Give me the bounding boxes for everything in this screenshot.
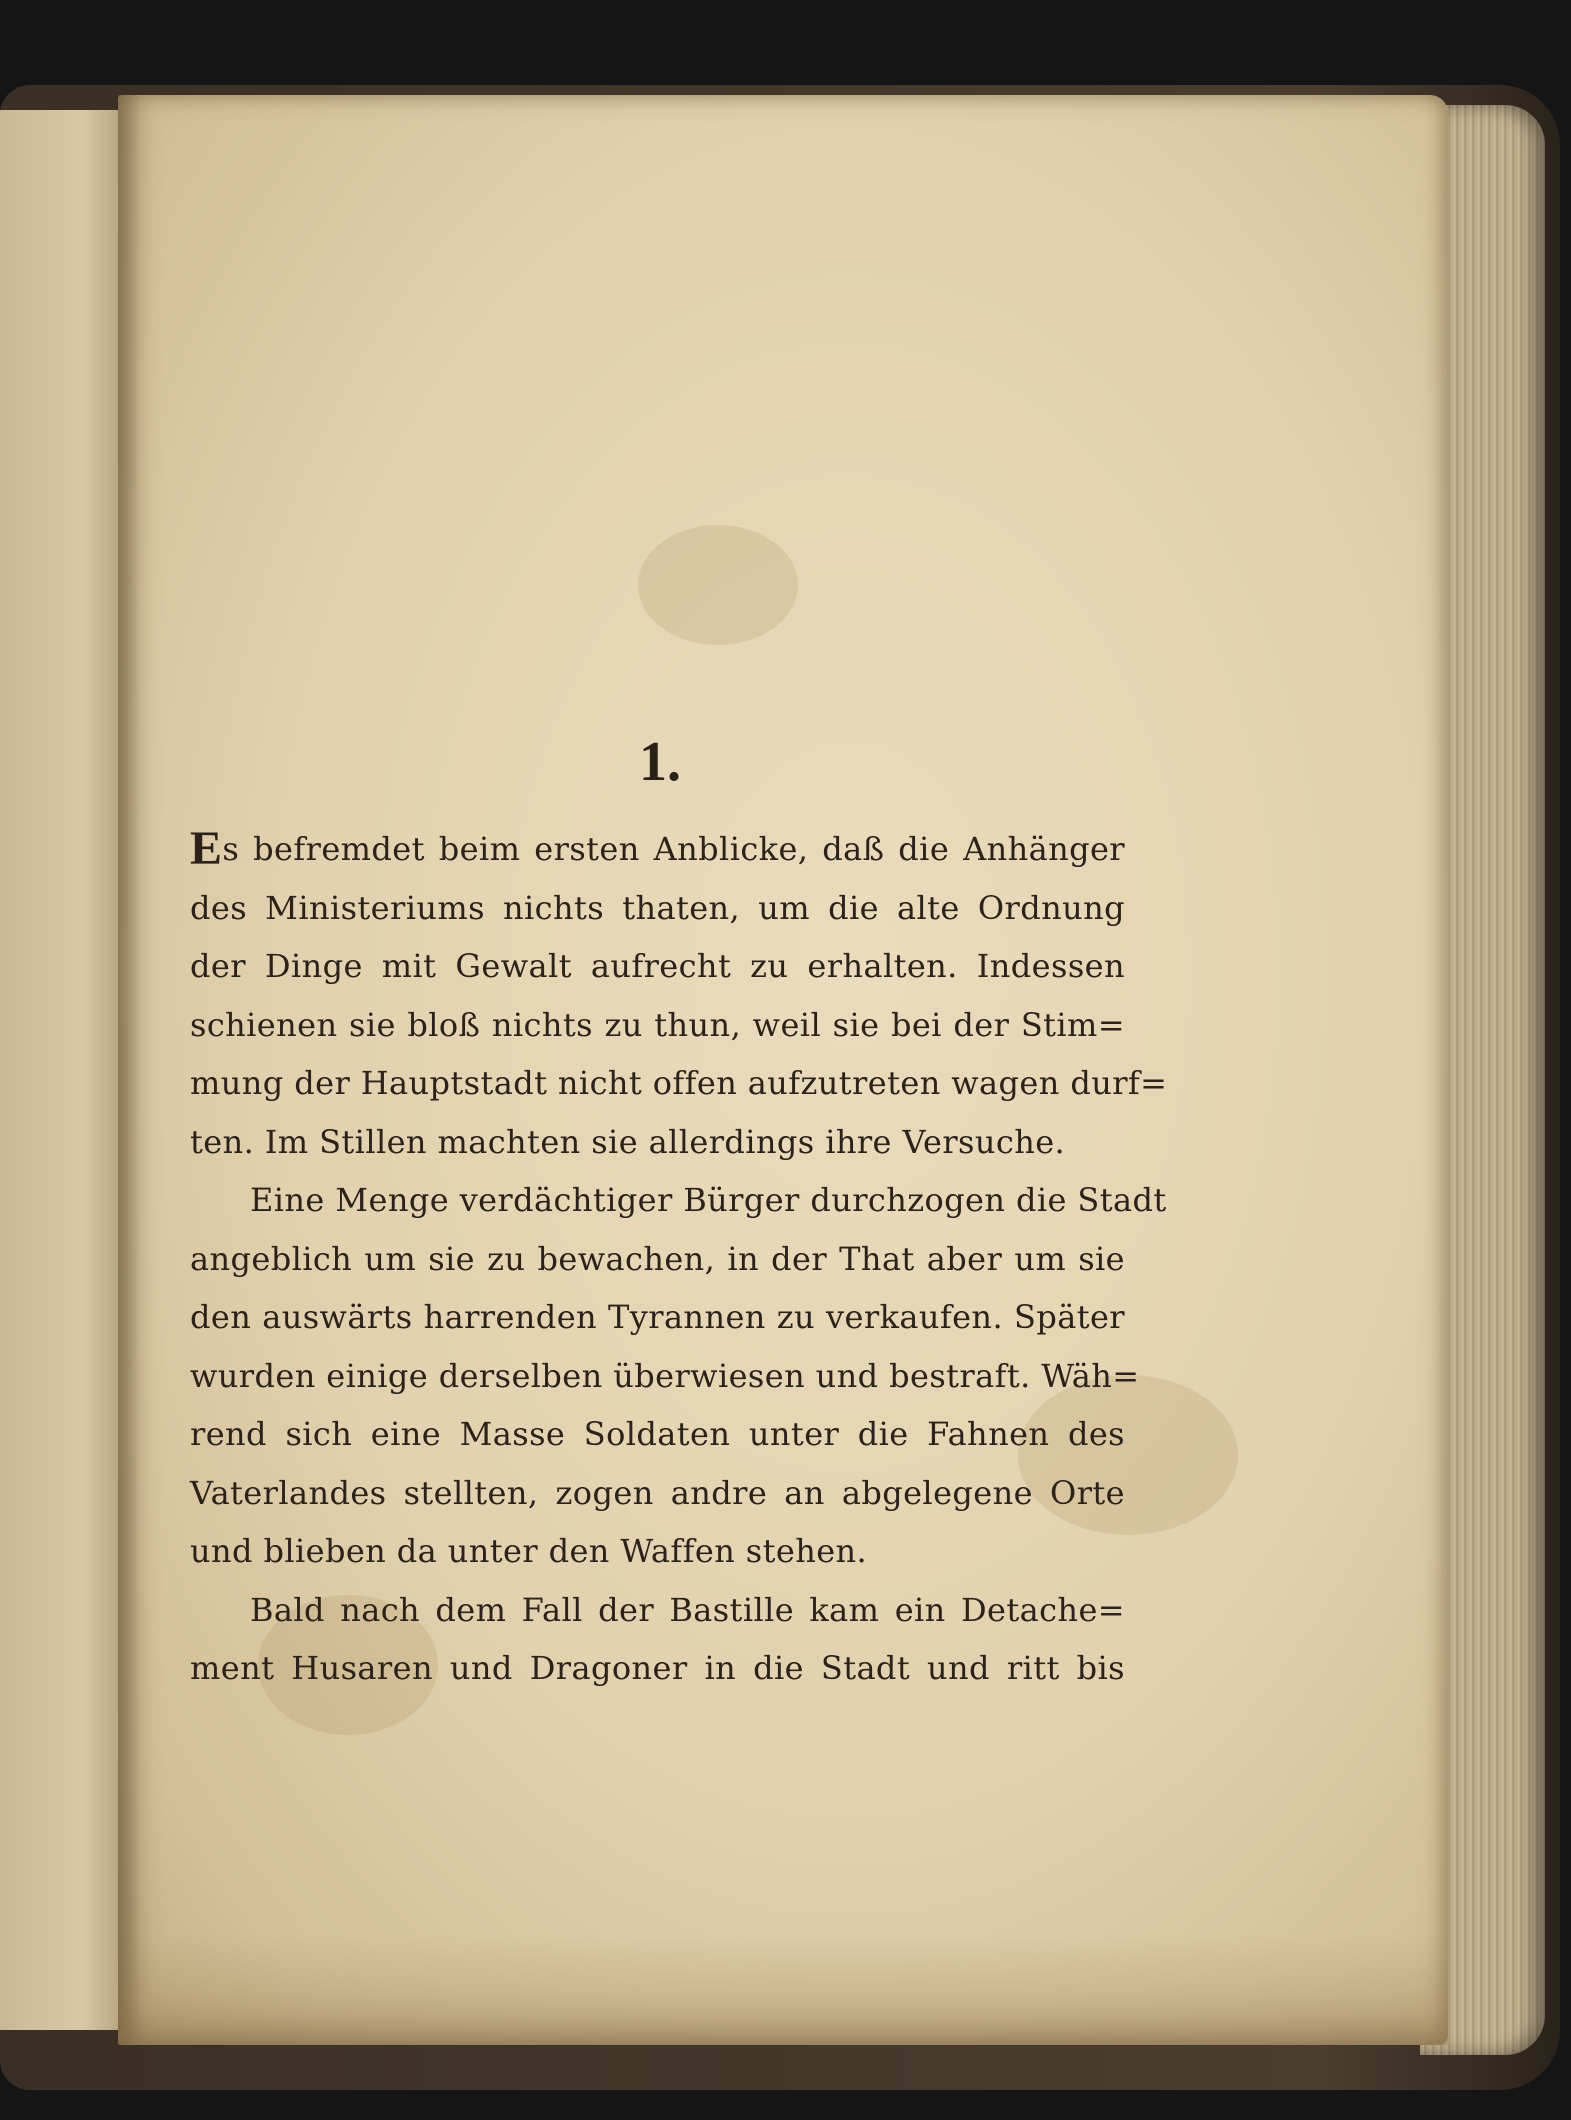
page-stain xyxy=(638,525,798,645)
text-line-7: Eine Menge verdächtiger Bürger durchzogen die Stadt xyxy=(250,1181,1167,1219)
text-line-5: mung der Hauptstadt nicht offen aufzutreten wagen durf= xyxy=(190,1064,1168,1102)
text-line-14: Bald nach dem Fall der Bastille kam ein Detache= xyxy=(250,1590,1125,1629)
text-line-12: Vaterlandes stellten, zogen andre an abgelegene Orte xyxy=(190,1473,1125,1512)
chapter-number: 1. xyxy=(639,731,681,793)
page-body-text xyxy=(190,820,1168,1698)
page-gutter xyxy=(118,95,140,2045)
text-line-1: Es befremdet beim ersten Anblicke, daß die Anhänger xyxy=(190,822,1125,875)
text-line-10: wurden einige derselben überwiesen und bestraft. Wäh= xyxy=(190,1356,1140,1395)
text-line-13: und blieben da unter den Waffen stehen. xyxy=(190,1532,868,1570)
text-line-6: ten. Im Stillen machten sie allerdings ihre Versuche. xyxy=(190,1122,1066,1161)
page-bottom-wear xyxy=(118,1935,1448,2045)
left-page-edge xyxy=(0,110,120,2030)
text-line-11: rend sich eine Masse Soldaten unter die Fahnen des xyxy=(190,1415,1125,1453)
drop-cap: E xyxy=(190,822,223,875)
text-line-2: des Ministeriums nichts thaten, um die alte Ordnung xyxy=(190,888,1125,927)
text-line-3: der Dinge mit Gewalt aufrecht zu erhalten. Indessen xyxy=(190,947,1125,985)
text-line-9: den auswärts harrenden Tyrannen zu verkaufen. Später xyxy=(190,1298,1125,1336)
text-line-15: ment Husaren und Dragoner in die Stadt und ritt bis xyxy=(190,1649,1125,1687)
text-line-8: angeblich um sie zu bewachen, in der That aber um sie xyxy=(190,1239,1125,1278)
text-line-4: schienen sie bloß nichts zu thun, weil sie bei der Stim= xyxy=(190,1005,1125,1044)
